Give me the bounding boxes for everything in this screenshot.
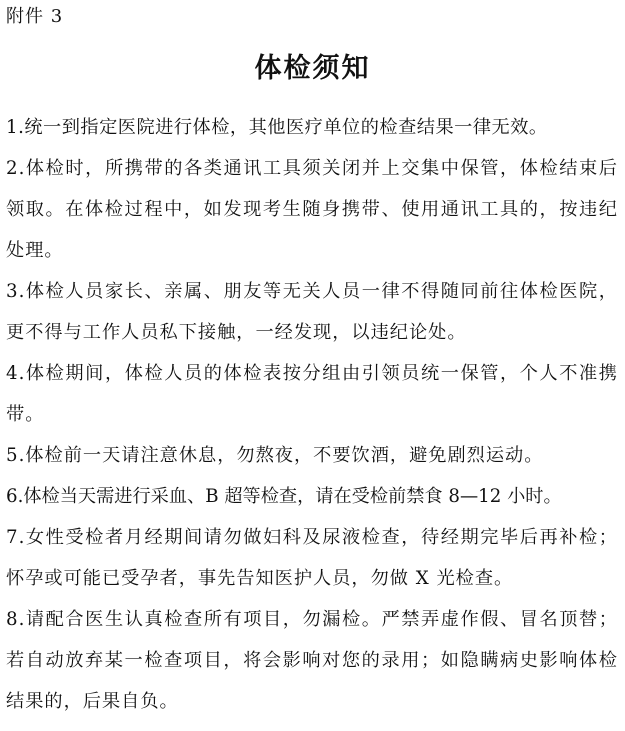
notice-item-5: 5.体检前一天请注意休息，勿熬夜，不要饮酒，避免剧烈运动。 <box>6 445 544 466</box>
notice-item-4: 4.体检期间，体检人员的体检表按分组由引领员统一保管，个人不准携带。 <box>6 363 618 425</box>
notice-item-2: 2.体检时，所携带的各类通讯工具须关闭并上交集中保管，体检结束后领取。在体检过程中，如发现考生随身携带、使用通讯工具的，按违纪处理。 <box>6 158 618 261</box>
page-title: 体检须知 <box>254 53 371 84</box>
notice-item-7: 7.女性受检者月经期间请勿做妇科及尿液检查，待经期完毕后再补检；怀孕或可能已受孕者，事先告知医护人员，勿做 X 光检查。 <box>6 527 618 589</box>
notice-item-6: 6.体检当天需进行采血、B 超等检查，请在受检前禁食 8—12 小时。 <box>6 486 562 507</box>
attachment-label: 附件 3 <box>6 6 64 27</box>
notice-list <box>6 107 618 722</box>
notice-item-1: 1.统一到指定医院进行体检，其他医疗单位的检查结果一律无效。 <box>6 117 548 138</box>
notice-item-8: 8.请配合医生认真检查所有项目，勿漏检。严禁弄虚作假、冒名顶替；若自动放弃某一检查项目，将会影响对您的录用；如隐瞒病史影响体检结果的，后果自负。 <box>6 609 618 712</box>
notice-item-3: 3.体检人员家长、亲属、朋友等无关人员一律不得随同前往体检医院，更不得与工作人员私下接触，一经发现，以违纪论处。 <box>6 281 618 343</box>
